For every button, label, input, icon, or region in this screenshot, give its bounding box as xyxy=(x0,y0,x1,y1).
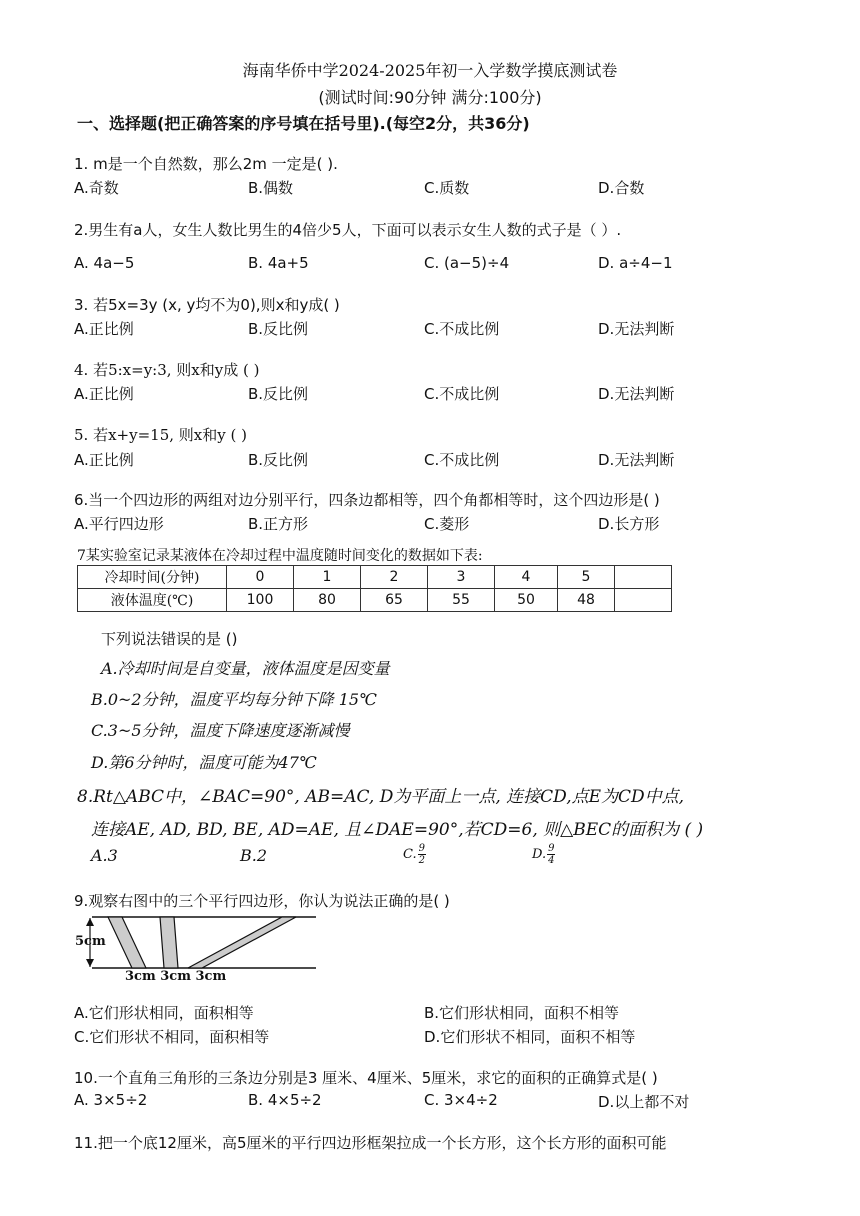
question-1-option-b[interactable]: B.偶数 xyxy=(248,179,294,197)
height-label: 5cm xyxy=(75,934,106,949)
page-title: 海南华侨中学2024-2025年初一入学数学摸底测试卷 xyxy=(242,61,618,80)
question-2-option-c[interactable]: C. (a−5)÷4 xyxy=(424,254,510,272)
question-10-option-b[interactable]: B. 4×5÷2 xyxy=(248,1091,322,1109)
question-4-stem: 4. 若5:x=y:3, 则x和y成 ( ) xyxy=(74,361,260,379)
section-heading: 一、选择题(把正确答案的序号填在括号里).(每空2分，共36分) xyxy=(77,114,530,133)
question-1-stem: 1. m是一个自然数，那么2m 一定是( ). xyxy=(74,155,338,173)
question-6-option-b[interactable]: B.正方形 xyxy=(248,515,309,533)
table-row xyxy=(78,566,672,589)
question-3-stem: 3. 若5x=3y (x, y均不为0),则x和y成( ) xyxy=(74,296,340,314)
question-9-option-a[interactable]: A.它们形状相同，面积相等 xyxy=(74,1004,254,1022)
question-7-option-a[interactable]: A.冷却时间是自变量，液体温度是因变量 xyxy=(101,659,390,678)
question-1-option-d[interactable]: D.合数 xyxy=(598,179,645,197)
question-8-line-2: 连接AE, AD, BD, BE, AD=AE, 且∠DAE=90°,若CD=6, 则△BEC的面积为 ( ) xyxy=(91,820,704,840)
cooling-data-table xyxy=(77,565,672,612)
question-3-option-a[interactable]: A.正比例 xyxy=(74,320,134,338)
question-4-option-d[interactable]: D.无法判断 xyxy=(598,385,675,403)
fraction xyxy=(547,843,555,866)
table-cell xyxy=(615,589,672,612)
question-3-option-b[interactable]: B.反比例 xyxy=(248,320,309,338)
question-8-option-d[interactable] xyxy=(532,843,555,866)
base-labels: 3cm 3cm 3cm xyxy=(125,969,227,984)
question-6-option-d[interactable]: D.长方形 xyxy=(598,515,660,533)
question-6-option-a[interactable]: A.平行四边形 xyxy=(74,515,164,533)
option-c-prefix: C. xyxy=(403,847,417,862)
table-cell: 55 xyxy=(428,589,495,612)
fraction-denominator: 4 xyxy=(548,855,555,866)
table-cell: 5 xyxy=(558,566,615,589)
question-9-stem: 9.观察右图中的三个平行四边形，你认为说法正确的是( ) xyxy=(74,892,450,910)
question-6-stem: 6.当一个四边形的两组对边分别平行，四条边都相等，四个角都相等时，这个四边形是( ) xyxy=(74,491,660,509)
question-11-stem: 11.把一个底12厘米，高5厘米的平行四边形框架拉成一个长方形，这个长方形的面积可能 xyxy=(74,1134,667,1152)
table-cell: 48 xyxy=(558,589,615,612)
question-7-stem: 7某实验室记录某液体在冷却过程中温度随时间变化的数据如下表: xyxy=(77,548,483,564)
fraction-denominator: 2 xyxy=(418,855,425,866)
question-10-option-a[interactable]: A. 3×5÷2 xyxy=(74,1091,148,1109)
table-cell: 80 xyxy=(294,589,361,612)
question-2-stem: 2.男生有a人，女生人数比男生的4倍少5人，下面可以表示女生人数的式子是（ ）. xyxy=(74,221,622,239)
table-cell: 2 xyxy=(361,566,428,589)
question-9-option-d[interactable]: D.它们形状不相同，面积不相等 xyxy=(424,1028,636,1046)
question-2-option-d[interactable]: D. a÷4−1 xyxy=(598,254,673,272)
table-cell: 4 xyxy=(495,566,558,589)
question-5-option-a[interactable]: A.正比例 xyxy=(74,451,134,469)
question-9-option-c[interactable]: C.它们形状不相同，面积相等 xyxy=(74,1028,270,1046)
arrow-head-up xyxy=(86,918,94,926)
question-4-option-c[interactable]: C.不成比例 xyxy=(424,385,500,403)
question-10-option-d[interactable]: D.以上都不对 xyxy=(598,1093,690,1111)
question-6-option-c[interactable]: C.菱形 xyxy=(424,515,470,533)
question-5-option-c[interactable]: C.不成比例 xyxy=(424,451,500,469)
table-cell xyxy=(615,566,672,589)
question-3-option-c[interactable]: C.不成比例 xyxy=(424,320,500,338)
table-cell: 3 xyxy=(428,566,495,589)
question-8-option-a[interactable]: A.3 xyxy=(91,846,118,865)
table-cell: 1 xyxy=(294,566,361,589)
question-7-option-c[interactable]: C.3~5分钟，温度下降速度逐渐减慢 xyxy=(91,721,350,740)
question-2-option-a[interactable]: A. 4a−5 xyxy=(74,254,135,272)
fraction-numerator: 9 xyxy=(418,843,425,854)
exam-subtitle: (测试时间:90分钟 满分:100分) xyxy=(318,88,542,107)
table-cell: 100 xyxy=(227,589,294,612)
table-row xyxy=(78,589,672,612)
question-7-option-d[interactable]: D.第6分钟时，温度可能为47℃ xyxy=(91,753,317,772)
question-5-stem: 5. 若x+y=15, 则x和y ( ) xyxy=(74,426,247,444)
question-3-option-d[interactable]: D.无法判断 xyxy=(598,320,675,338)
table-cell-temp-label: 液体温度(℃) xyxy=(78,589,227,612)
question-7-prompt: 下列说法错误的是 () xyxy=(101,630,238,648)
arrow-head-down xyxy=(86,959,94,967)
table-cell: 65 xyxy=(361,589,428,612)
fraction xyxy=(418,843,426,866)
option-d-prefix: D. xyxy=(532,847,547,862)
question-4-option-a[interactable]: A.正比例 xyxy=(74,385,134,403)
parallelogram-2 xyxy=(160,917,178,968)
parallelogram-3 xyxy=(188,917,296,968)
question-10-stem: 10.一个直角三角形的三条边分别是3 厘米、4厘米、5厘米，求它的面积的正确算式是( ) xyxy=(74,1069,658,1087)
table-cell-time-label: 冷却时间(分钟) xyxy=(78,566,227,589)
fraction-numerator: 9 xyxy=(548,843,555,854)
question-4-option-b[interactable]: B.反比例 xyxy=(248,385,309,403)
question-10-option-c[interactable]: C. 3×4÷2 xyxy=(424,1091,498,1109)
table-cell: 50 xyxy=(495,589,558,612)
question-1-option-a[interactable]: A.奇数 xyxy=(74,179,119,197)
question-8-option-b[interactable]: B.2 xyxy=(240,846,268,865)
table-cell: 0 xyxy=(227,566,294,589)
question-8-option-c[interactable] xyxy=(403,843,426,866)
question-8-line-1: 8.Rt△ABC中，∠BAC=90°, AB=AC, D为平面上一点, 连接CD,点E为CD中点, xyxy=(77,787,685,807)
question-5-option-b[interactable]: B.反比例 xyxy=(248,451,309,469)
question-2-option-b[interactable]: B. 4a+5 xyxy=(248,254,309,272)
question-7-option-b[interactable]: B.0~2分钟，温度平均每分钟下降 15℃ xyxy=(91,690,377,709)
question-1-option-c[interactable]: C.质数 xyxy=(424,179,470,197)
parallelogram-1 xyxy=(108,917,146,968)
question-9-option-b[interactable]: B.它们形状相同，面积不相等 xyxy=(424,1004,620,1022)
question-5-option-d[interactable]: D.无法判断 xyxy=(598,451,675,469)
